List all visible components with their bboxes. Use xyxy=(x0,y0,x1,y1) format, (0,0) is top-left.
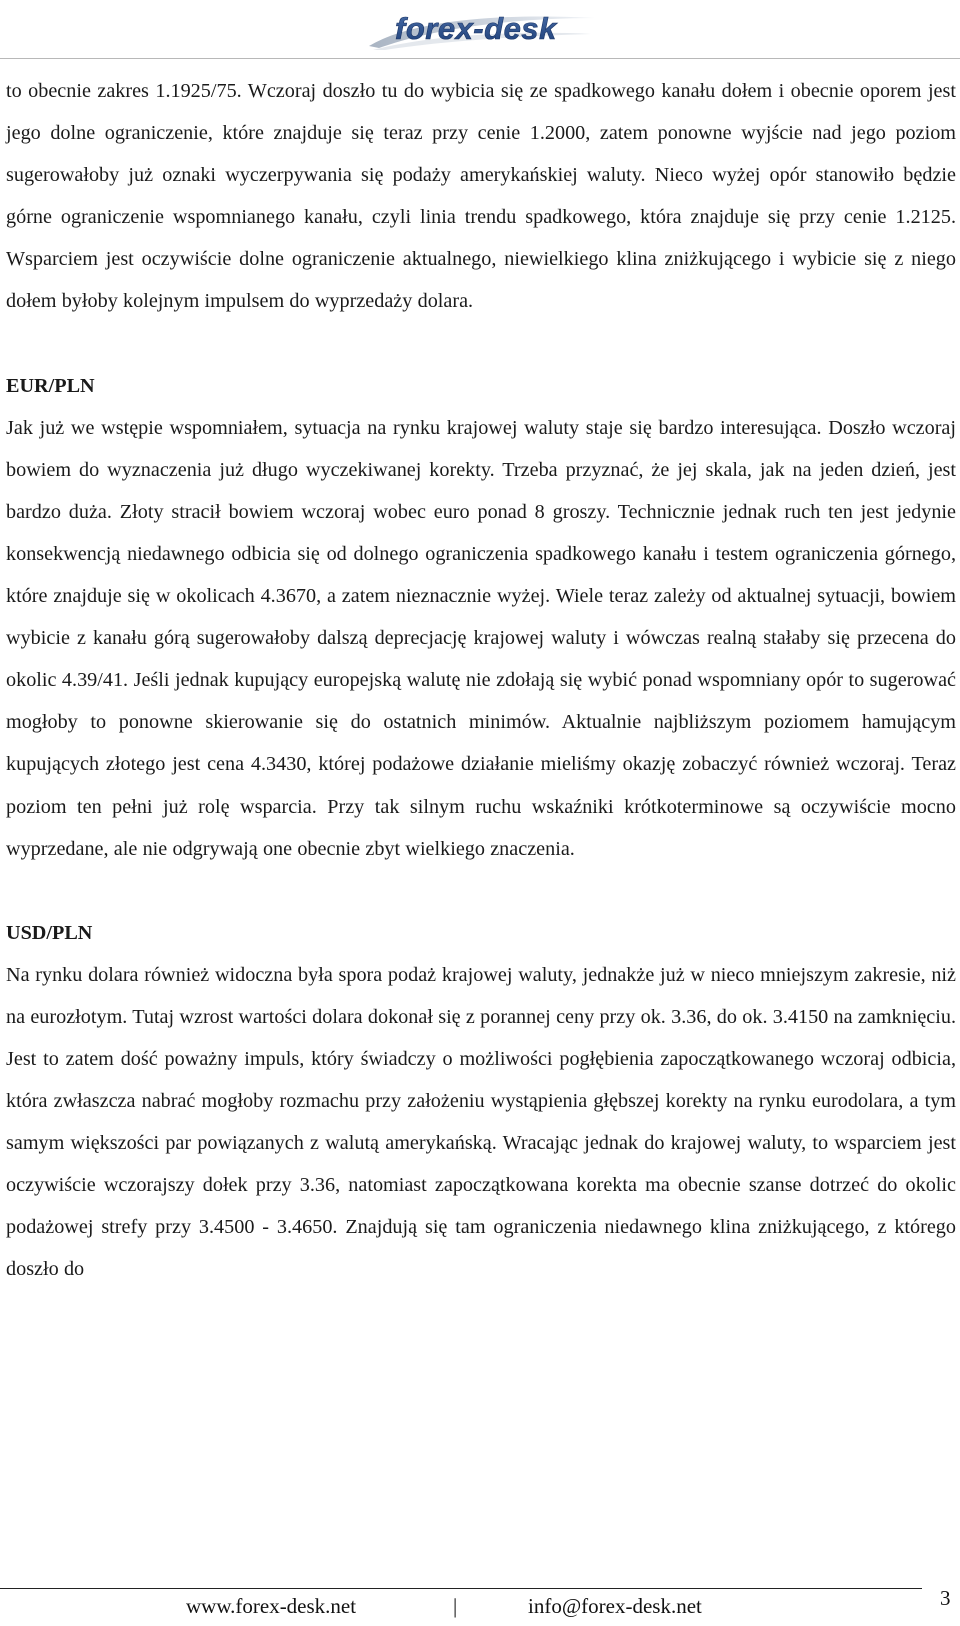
page-header xyxy=(0,0,960,59)
document-body xyxy=(6,70,956,1291)
section-text-eurpln: Jak już we wstępie wspomniałem, sytuacja na rynku krajowej waluty staje się bardzo interesująca. Doszło wczoraj bowiem do wyznaczenia już długo wyczekiwanej korekty. Trzeba przyznać, że jej skala, jak na jeden dzień, jest bardzo duża. Złoty stracił bowiem wczoraj wobec euro ponad 8 groszy. Technicznie jednak ruch ten jest jedynie konsekwencją niedawnego odbicia się od dolnego ograniczenia spadkowego kanału i testem ograniczenia górnego, które znajduje się w okolicach 4.3670, a zatem nieznacznie wyżej. Wiele teraz zależy od aktualnej sytuacji, bowiem wybicie z kanału górą sugerowałoby dalszą deprecjację krajowej waluty i wówczas realną stałaby się przecena do okolic 4.39/41. Jeśli jednak kupujący europejską walutę nie zdołają się wybić ponad wspomniany opór to sugerować mogłoby to ponowne skierowanie się do ostatnich minimów. Aktualnie najbliższym poziomem hamującym kupujących złotego jest cena 4.3430, której podażowe działanie mieliśmy okazję zobaczyć również wczoraj. Teraz poziom ten pełni już rolę wsparcia. Przy tak silnym ruchu wskaźniki krótkoterminowe są oczywiście mocno wyprzedane, ale nie odgrywają one obecnie zbyt wielkiego znaczenia. xyxy=(6,416,956,860)
section-text-usdpln: Na rynku dolara również widoczna była spora podaż krajowej waluty, jednakże już w nieco mniejszym zakresie, niż na eurozłotym. Tutaj wzrost wartości dolara dokonał się z porannej ceny przy ok. 3.36, do ok. 3.4150 na zamknięciu. Jest to zatem dość poważny impuls, który świadczy o możliwości pogłębienia zapoczątkowanego wczoraj odbicia, która zwłaszcza nabrać mogłoby rozmachu przy założeniu wystąpienia głębszej korekty na rynku eurodolara, a tym samym większości par powiązanych z walutą amerykańską. Wracając jednak do krajowej waluty, to wsparciem jest oczywiście wczorajszy dołek przy 3.36, natomiast zapoczątkowana korekta ma obecnie szanse dotrzeć do okolic podażowej strefy przy 3.4500 - 3.4650. Znajdują się tam ograniczenia niedawnego klina zniżkującego, z którego doszło do xyxy=(6,963,956,1281)
forex-desk-logo xyxy=(365,6,599,50)
footer-email-link[interactable]: info@forex-desk.net xyxy=(528,1594,702,1618)
section-title-eurpln: EUR/PLN xyxy=(6,374,95,397)
section-spacer xyxy=(6,870,956,912)
logo-text: forex-desk xyxy=(395,11,557,46)
footer-website-link[interactable]: www.forex-desk.net xyxy=(186,1594,357,1618)
section-spacer xyxy=(6,323,956,365)
intro-paragraph: to obecnie zakres 1.1925/75. Wczoraj doszło tu do wybicia się ze spadkowego kanału dołem i obecnie oporem jest jego dolne ograniczenie, które znajduje się teraz przy cenie 1.2000, zatem ponowne wyjście nad jego poziom sugerowałoby już oznaki wyczerpywania się podaży amerykańskiej waluty. Nieco wyżej opór stanowiło będzie górne ograniczenie wspomnianego kanału, czyli linia trendu spadkowego, która znajduje się przy cenie 1.2125. Wsparciem jest oczywiście dolne ograniczenie aktualnego, niewielkiego klina zniżkującego i wybicie się z niego dołem byłoby kolejnym impulsem do wyprzedaży dolara. xyxy=(6,80,956,313)
section-title-usdpln: USD/PLN xyxy=(6,921,93,944)
footer-rule xyxy=(0,1588,922,1589)
page-footer xyxy=(0,1586,960,1626)
footer-separator: | xyxy=(453,1594,458,1618)
page-number: 3 xyxy=(940,1586,951,1610)
